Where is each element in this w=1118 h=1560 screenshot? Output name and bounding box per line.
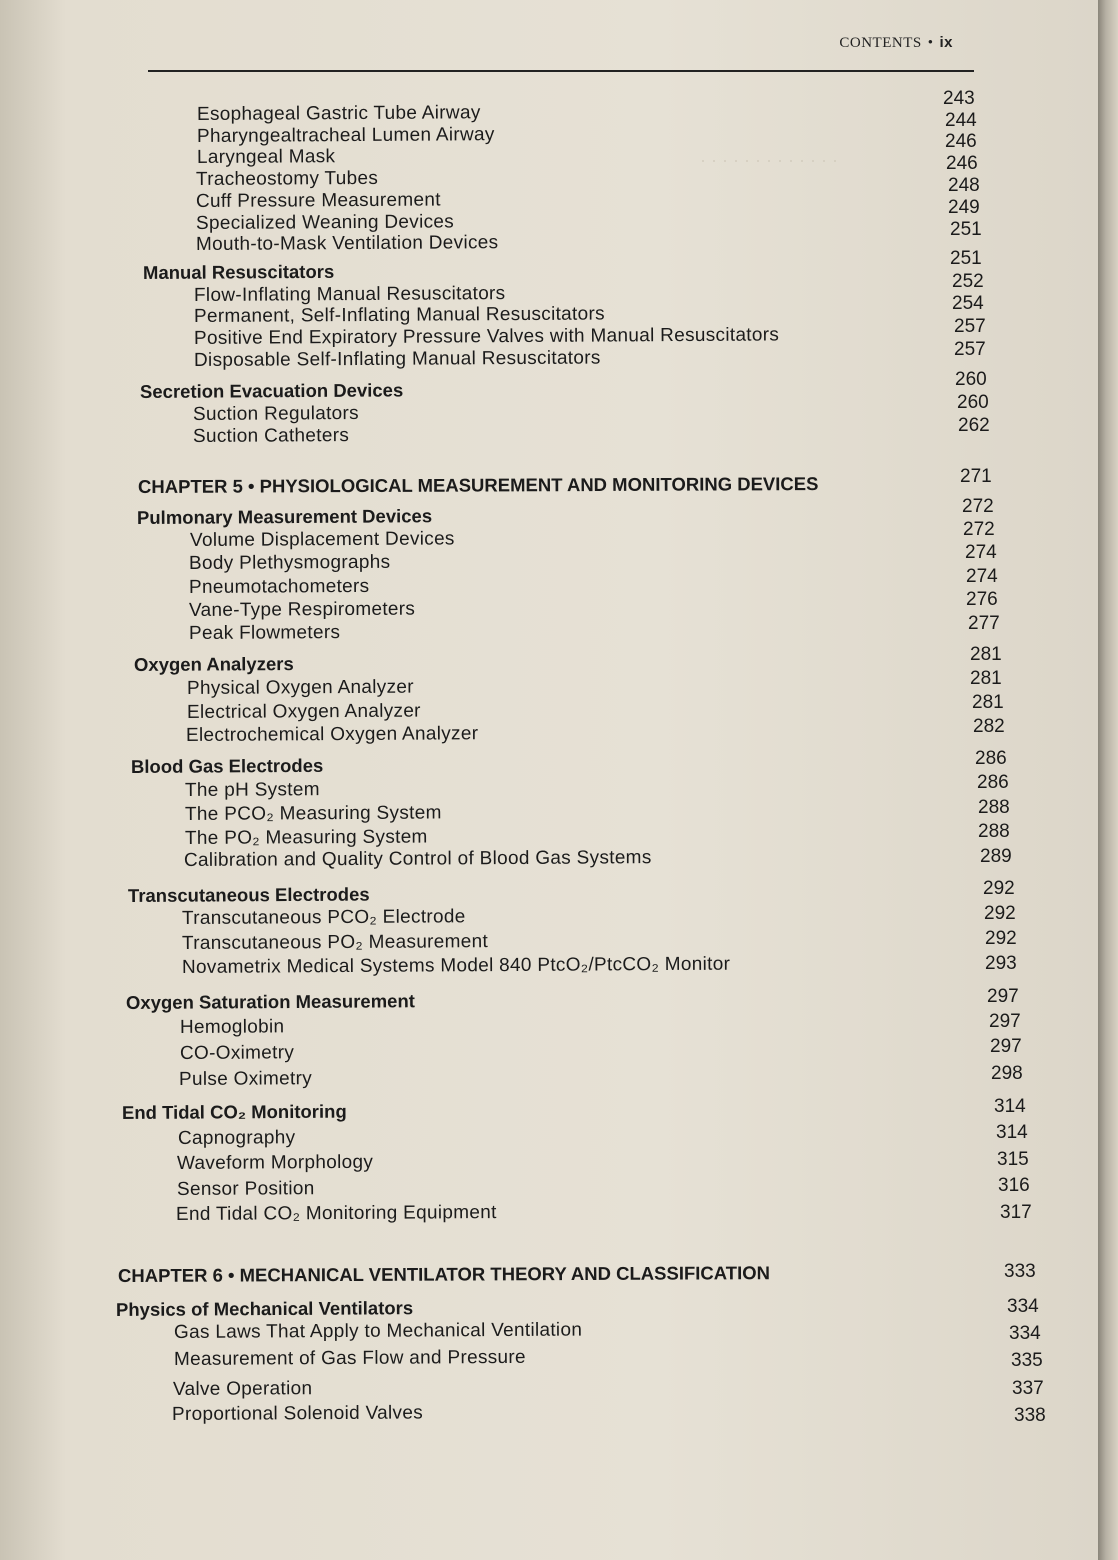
header-label: CONTENTS <box>839 35 922 51</box>
subsection-title: End Tidal CO₂ Monitoring Equipment <box>175 1202 497 1225</box>
page-number: 281 <box>970 644 1002 665</box>
subsection-title: The pH System <box>184 779 320 801</box>
subsection-title: Measurement of Gas Flow and Pressure <box>173 1346 526 1370</box>
subsection-title: Suction Regulators <box>192 402 359 425</box>
section-heading: Physics of Mechanical Ventilators <box>115 1297 414 1320</box>
page-number: 333 <box>1004 1261 1036 1282</box>
header-rule <box>148 70 974 72</box>
section-heading: Pulmonary Measurement Devices <box>136 505 433 528</box>
subsection-title: Sensor Position <box>176 1178 315 1200</box>
page-number: 286 <box>977 772 1009 793</box>
page-number: 282 <box>973 716 1005 737</box>
subsection-title: Valve Operation <box>172 1378 313 1400</box>
page-number: 334 <box>1009 1323 1041 1344</box>
chapter-heading: CHAPTER 6 • MECHANICAL VENTILATOR THEORY AND CLASSIFICATION <box>117 1262 770 1286</box>
page-number: 298 <box>991 1063 1023 1084</box>
subsection-title: Esophageal Gastric Tube Airway <box>196 102 481 125</box>
section-heading: Blood Gas Electrodes <box>130 754 324 777</box>
subsection-title: Waveform Morphology <box>176 1151 374 1174</box>
chapter-heading: CHAPTER 5 • PHYSIOLOGICAL MEASUREMENT AND MONITORING DEVICES <box>137 473 819 497</box>
subsection-title: Tracheostomy Tubes <box>195 167 379 190</box>
subsection-title: Calibration and Quality Control of Blood Gas Systems <box>183 847 652 871</box>
section-heading: Secretion Evacuation Devices <box>139 379 404 402</box>
page-number: 274 <box>965 542 997 563</box>
running-header <box>839 34 953 52</box>
section-heading: Manual Resuscitators <box>142 260 335 283</box>
page-number: 246 <box>945 131 977 152</box>
page-number: 251 <box>950 219 982 240</box>
page-number: 292 <box>985 928 1017 949</box>
page-number: 297 <box>989 1011 1021 1032</box>
subsection-title: The PCO₂ Measuring System <box>184 802 442 825</box>
page-number: 276 <box>966 589 998 610</box>
header-bullet: • <box>927 35 934 51</box>
section-heading: End Tidal CO₂ Monitoring <box>121 1100 347 1123</box>
page-number: 317 <box>1000 1202 1032 1223</box>
page-number: 262 <box>958 415 990 436</box>
page-number: 334 <box>1007 1296 1039 1317</box>
subsection-title: Disposable Self-Inflating Manual Resuscitators <box>193 347 601 371</box>
page-number: 289 <box>980 846 1012 867</box>
page-number: 257 <box>954 316 986 337</box>
subsection-title: The PO₂ Measuring System <box>184 826 428 849</box>
page-number: 272 <box>962 496 994 517</box>
subsection-title: Pharyngealtracheal Lumen Airway <box>196 124 495 147</box>
page-number: 297 <box>990 1036 1022 1057</box>
subsection-title: Novametrix Medical Systems Model 840 PtcO₂/PtcCO₂ Monitor <box>181 953 731 978</box>
page-number: 315 <box>997 1149 1029 1170</box>
page-edge <box>1098 0 1118 1560</box>
subsection-title: Positive End Expiratory Pressure Valves with Manual Resuscitators <box>193 324 780 349</box>
subsection-title: Volume Displacement Devices <box>189 528 455 551</box>
section-heading: Oxygen Analyzers <box>133 653 294 675</box>
section-heading: Transcutaneous Electrodes <box>127 883 370 906</box>
subsection-title: Electrical Oxygen Analyzer <box>186 700 421 723</box>
subsection-title: Flow-Inflating Manual Resuscitators <box>193 283 506 306</box>
page-number: 337 <box>1012 1378 1044 1399</box>
header-page-number: ix <box>939 34 953 51</box>
page-number: 338 <box>1014 1405 1046 1426</box>
subsection-title: Body Plethysmographs <box>188 551 391 574</box>
subsection-title: Pulse Oximetry <box>178 1068 313 1090</box>
page-number: 254 <box>952 293 984 314</box>
page-number: 314 <box>994 1096 1026 1117</box>
subsection-title: Transcutaneous PCO₂ Electrode <box>181 906 466 929</box>
subsection-title: Electrochemical Oxygen Analyzer <box>185 723 479 746</box>
page-number: 271 <box>960 466 992 487</box>
page-number: 260 <box>955 369 987 390</box>
bleed-through-text: · · · · · · · · · · · · · <box>700 150 838 170</box>
page-number: 314 <box>996 1122 1028 1143</box>
page-number: 246 <box>946 153 978 174</box>
page-number: 288 <box>978 821 1010 842</box>
subsection-title: Physical Oxygen Analyzer <box>186 676 414 699</box>
page-number: 316 <box>998 1175 1030 1196</box>
subsection-title: Permanent, Self-Inflating Manual Resuscitators <box>193 303 605 327</box>
subsection-title: Hemoglobin <box>179 1016 285 1038</box>
subsection-title: Vane-Type Respirometers <box>188 598 416 621</box>
page-number: 252 <box>952 271 984 292</box>
page-number: 277 <box>968 613 1000 634</box>
page-number: 244 <box>945 110 977 131</box>
page-number: 292 <box>983 878 1015 899</box>
page-number: 281 <box>970 668 1002 689</box>
subsection-title: Gas Laws That Apply to Mechanical Ventilation <box>173 1319 583 1343</box>
page-number: 243 <box>943 88 975 109</box>
subsection-title: Pneumotachometers <box>188 575 370 598</box>
page-number: 248 <box>948 175 980 196</box>
subsection-title: Mouth-to-Mask Ventilation Devices <box>195 232 499 255</box>
page-number: 292 <box>984 903 1016 924</box>
page-number: 335 <box>1011 1350 1043 1371</box>
page-number: 274 <box>966 566 998 587</box>
page-number: 249 <box>948 197 980 218</box>
page-number: 281 <box>972 692 1004 713</box>
subsection-title: Capnography <box>177 1127 296 1149</box>
page-number: 257 <box>954 339 986 360</box>
subsection-title: Suction Catheters <box>192 425 350 447</box>
page-number: 272 <box>963 519 995 540</box>
page-number: 293 <box>985 953 1017 974</box>
page-number: 288 <box>978 797 1010 818</box>
subsection-title: Proportional Solenoid Valves <box>171 1402 424 1425</box>
page-number: 251 <box>950 248 982 269</box>
subsection-title: Transcutaneous PO₂ Measurement <box>181 931 489 954</box>
subsection-title: Peak Flowmeters <box>188 622 341 644</box>
section-heading: Oxygen Saturation Measurement <box>125 990 415 1013</box>
subsection-title: CO-Oximetry <box>179 1042 295 1064</box>
subsection-title: Cuff Pressure Measurement <box>195 189 441 212</box>
page-number: 286 <box>975 748 1007 769</box>
subsection-title: Laryngeal Mask <box>196 146 336 168</box>
subsection-title: Specialized Weaning Devices <box>195 211 455 234</box>
page-number: 297 <box>987 986 1019 1007</box>
page-number: 260 <box>957 392 989 413</box>
